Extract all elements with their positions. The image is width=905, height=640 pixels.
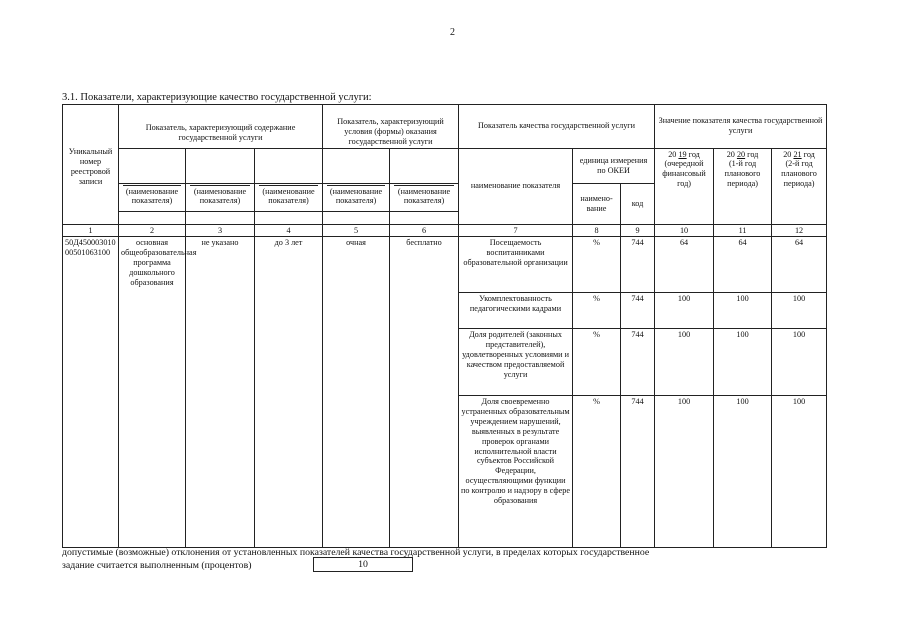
header-okei-code: код — [621, 183, 655, 224]
page-number: 2 — [450, 27, 455, 38]
column-number: 2 — [119, 224, 186, 237]
record-content-3: до 3 лет — [255, 237, 323, 548]
record-condition-2: бесплатно — [390, 237, 459, 548]
indicator-code: 744 — [621, 396, 655, 548]
column-number: 12 — [772, 224, 827, 237]
tolerance-text: допустимые (возможные) отклонения от установленных показателей качества государственной услуги, в пределах которых государственное — [62, 547, 650, 558]
indicator-code: 744 — [621, 293, 655, 329]
indicator-value-2: 100 — [714, 396, 772, 548]
record-content-1: основная общеобразовательная программа дошкольного образования — [119, 237, 186, 548]
sub-header-gap — [186, 211, 255, 224]
quality-indicators-table — [62, 104, 827, 548]
tolerance-text-line-2: задание считается выполненным (процентов) — [62, 560, 252, 571]
indicator-value-3: 100 — [772, 329, 827, 396]
indicator-value-1: 100 — [655, 293, 714, 329]
year-2-suffix: год — [745, 149, 759, 159]
header-content-gap — [119, 148, 186, 183]
indicator-code: 744 — [621, 237, 655, 293]
header-okei-unit: единица измерения по ОКЕИ — [573, 148, 655, 183]
sub-header-gap — [119, 211, 186, 224]
indicator-unit: % — [573, 293, 621, 329]
record-condition-1: очная — [323, 237, 390, 548]
tolerance-value-field: 10 — [313, 557, 413, 572]
year-3-prefix: 20 — [783, 149, 794, 159]
indicator-code: 744 — [621, 329, 655, 396]
sub-header-conditions-2: (наименование показателя) — [390, 183, 459, 211]
indicator-value-1: 64 — [655, 237, 714, 293]
column-number: 11 — [714, 224, 772, 237]
year-3-value: 21 — [793, 149, 802, 159]
header-okei-name: наимено-вание — [573, 183, 621, 224]
header-content-gap — [186, 148, 255, 183]
sub-header-conditions-1: (наименование показателя) — [323, 183, 390, 211]
record-content-2: не указано — [186, 237, 255, 548]
header-content-indicator: Показатель, характеризующий содержание государственной услуги — [119, 105, 323, 149]
header-conditions-gap — [323, 148, 390, 183]
indicator-value-1: 100 — [655, 396, 714, 548]
column-number: 4 — [255, 224, 323, 237]
section-title: 3.1. Показатели, характеризующие качество государственной услуги: — [62, 92, 372, 103]
sub-header-gap — [255, 211, 323, 224]
year-1-suffix: год — [686, 149, 700, 159]
column-number: 1 — [63, 224, 119, 237]
header-year-2 — [714, 148, 772, 224]
header-content-gap — [255, 148, 323, 183]
header-year-3 — [772, 148, 827, 224]
year-3-description: (2-й год планового периода) — [781, 159, 817, 189]
year-3-suffix: год — [801, 149, 815, 159]
sub-header-content-2: (наименование показателя) — [186, 183, 255, 211]
indicator-name: Посещаемость воспитанниками образовательной организации — [459, 237, 573, 293]
indicator-value-2: 64 — [714, 237, 772, 293]
sub-header-gap — [323, 211, 390, 224]
indicator-name: Укомплектованность педагогическими кадрами — [459, 293, 573, 329]
header-value-indicator: Значение показателя качества государственной услуги — [655, 105, 827, 149]
record-number: 50Д45000301000501063100 — [63, 237, 119, 548]
column-number: 7 — [459, 224, 573, 237]
sub-header-gap — [390, 211, 459, 224]
header-conditions-gap — [390, 148, 459, 183]
indicator-unit: % — [573, 396, 621, 548]
indicator-name: Доля своевременно устраненных образовательным учреждением нарушений, выявленных в результате проверок органами исполнительной власти субъектов Российской Федерации, осуществляющими функции по контролю и надзору в сфере образования — [459, 396, 573, 548]
column-number: 3 — [186, 224, 255, 237]
year-1-description: (очередной финансовый год) — [662, 159, 706, 189]
year-1-prefix: 20 — [668, 149, 679, 159]
column-number: 10 — [655, 224, 714, 237]
indicator-unit: % — [573, 329, 621, 396]
indicator-value-2: 100 — [714, 293, 772, 329]
column-number: 9 — [621, 224, 655, 237]
indicator-value-3: 100 — [772, 293, 827, 329]
header-conditions-indicator: Показатель, характеризующий условия (формы) оказания государственной услуги — [323, 105, 459, 149]
indicator-name: Доля родителей (законных представителей), удовлетворенных условиями и качеством предоставляемой услуги — [459, 329, 573, 396]
header-quality-indicator: Показатель качества государственной услуги — [459, 105, 655, 149]
sub-header-content-1: (наименование показателя) — [119, 183, 186, 211]
indicator-value-3: 100 — [772, 396, 827, 548]
sub-header-content-3: (наименование показателя) — [255, 183, 323, 211]
indicator-unit: % — [573, 237, 621, 293]
year-2-description: (1-й год планового периода) — [724, 159, 761, 189]
indicator-value-1: 100 — [655, 329, 714, 396]
header-year-1 — [655, 148, 714, 224]
column-number: 8 — [573, 224, 621, 237]
header-indicator-name: наименование показателя — [459, 148, 573, 224]
column-number: 6 — [390, 224, 459, 237]
indicator-value-3: 64 — [772, 237, 827, 293]
year-2-value: 20 — [736, 149, 746, 159]
header-unique-number: Уникальный номер реестровой записи — [63, 105, 119, 225]
indicator-value-2: 100 — [714, 329, 772, 396]
column-number: 5 — [323, 224, 390, 237]
year-1-value: 19 — [678, 149, 687, 159]
year-2-prefix: 20 — [726, 149, 737, 159]
